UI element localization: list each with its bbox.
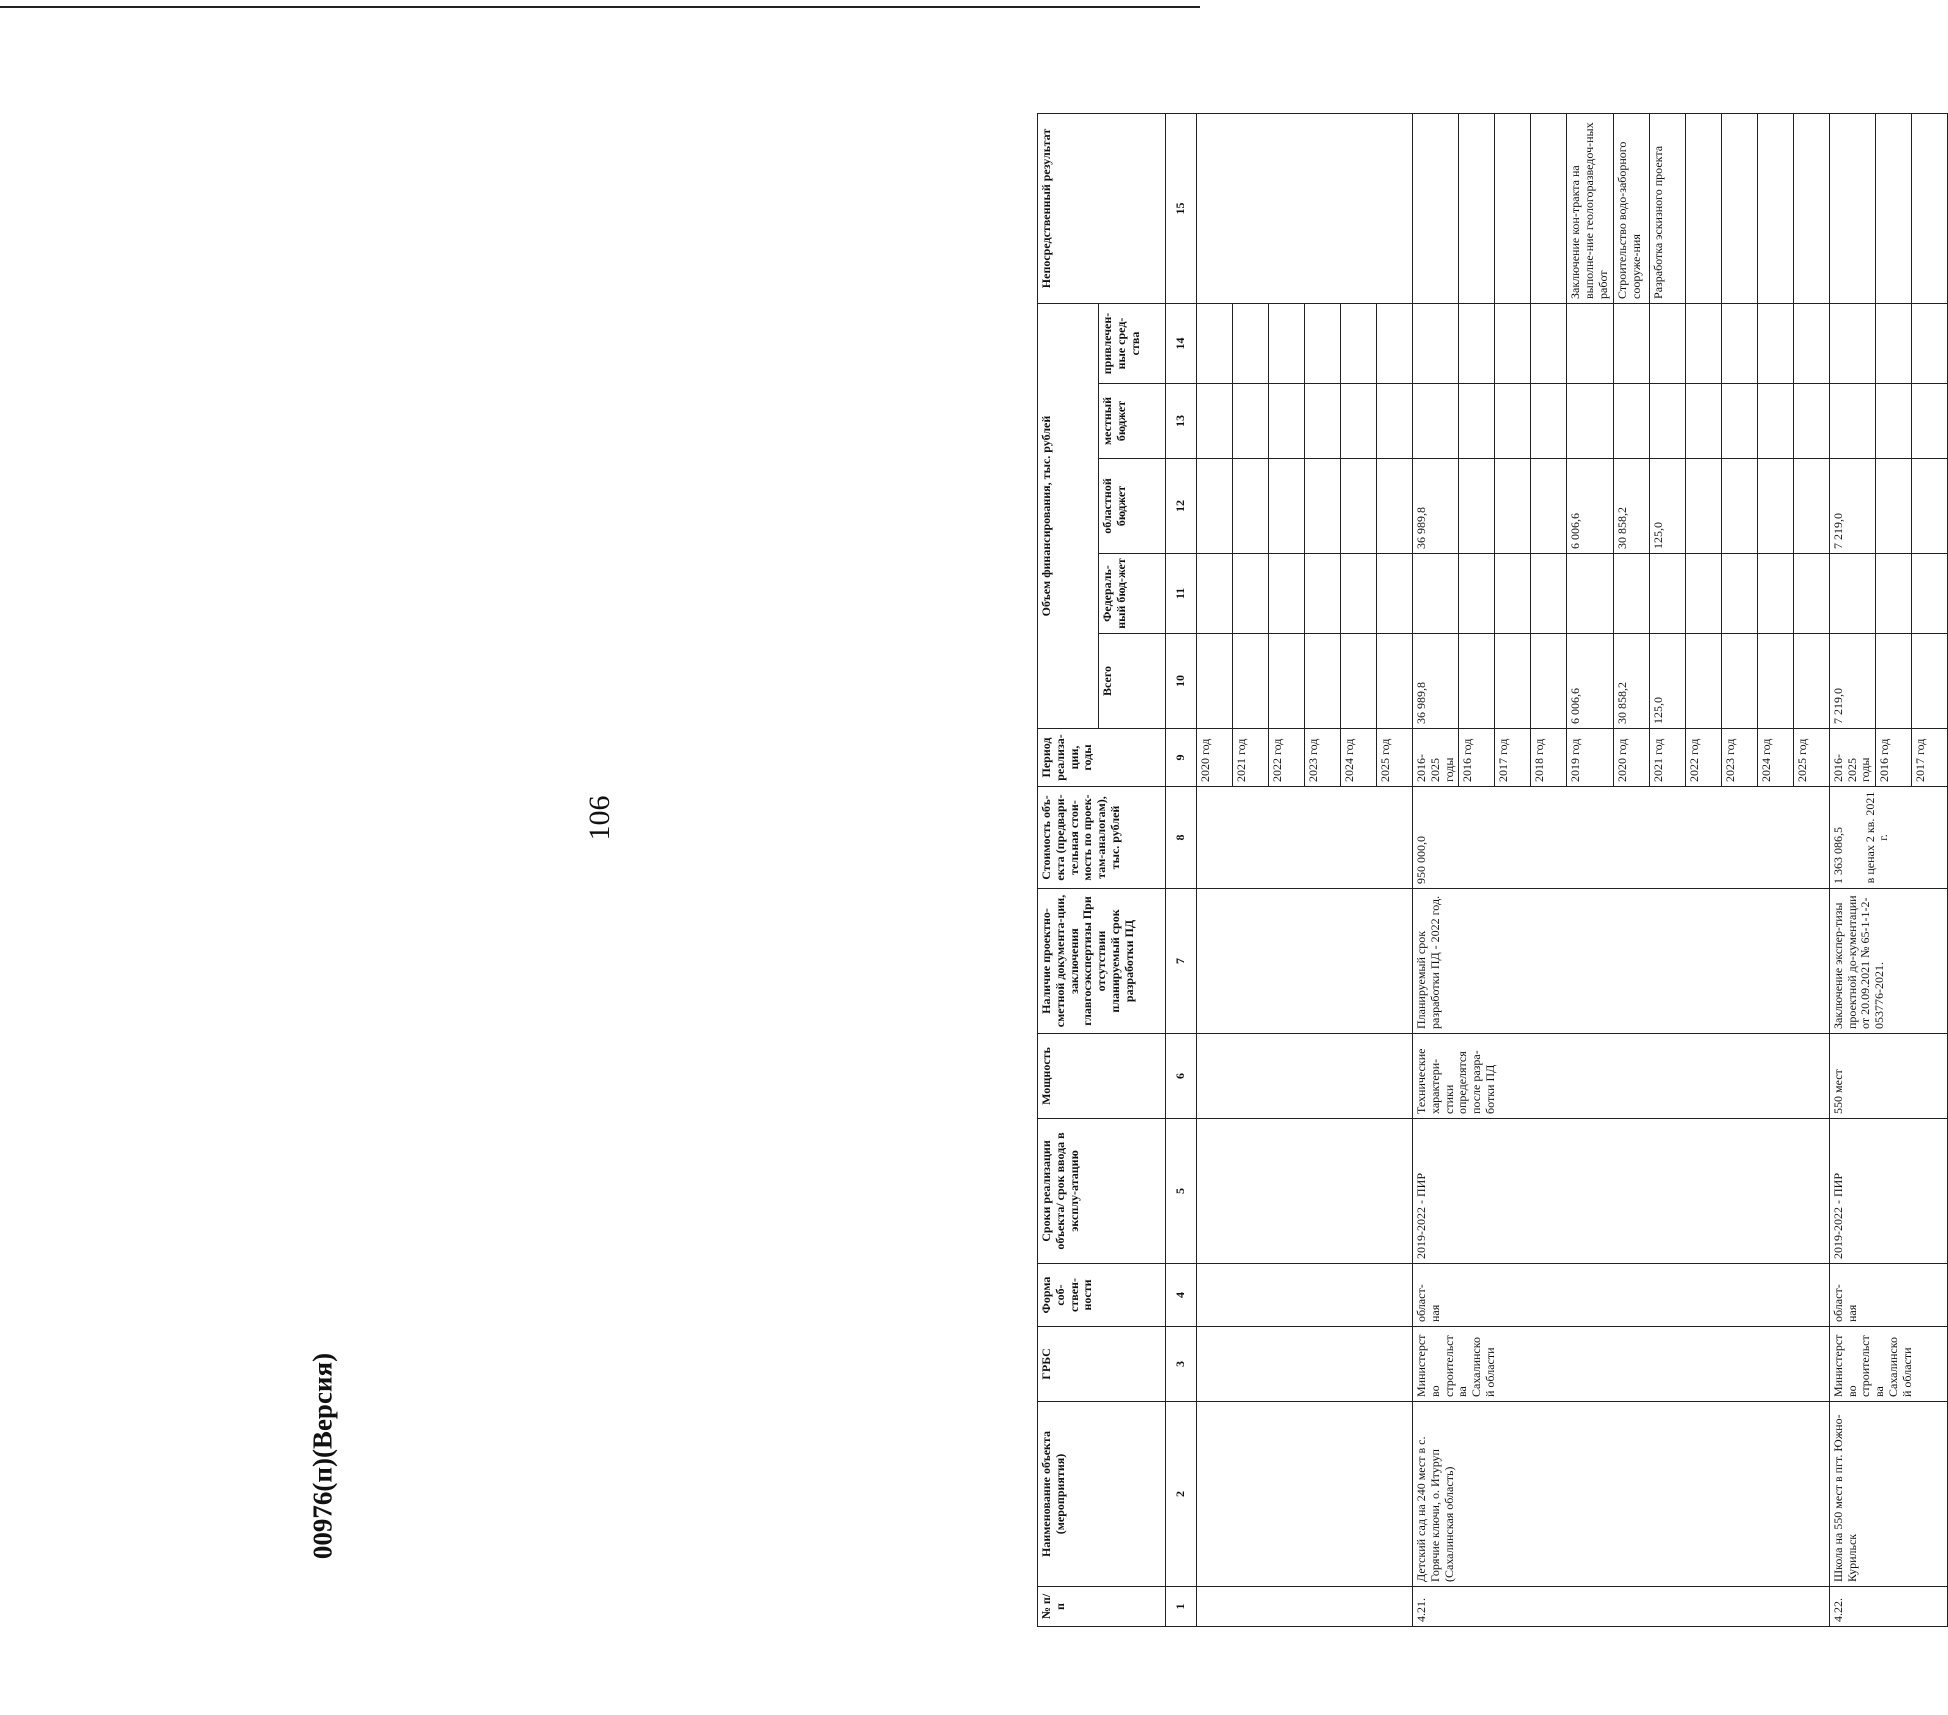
column-number: 2: [1166, 1402, 1197, 1587]
column-number: 14: [1166, 303, 1197, 383]
federal-cell: [1613, 554, 1649, 634]
period-cell: 2017 год: [1912, 729, 1948, 787]
attracted-cell: [1613, 303, 1649, 383]
attracted-cell: [1567, 303, 1613, 383]
federal-cell: [1912, 554, 1948, 634]
regional-cell: [1757, 459, 1793, 554]
period-cell: 2016 год: [1459, 729, 1495, 787]
object-cost: [1829, 787, 1947, 889]
period-cell: 2018 год: [1531, 729, 1567, 787]
period-cell: 2016-2025 годы: [1413, 729, 1459, 787]
object-ownership: област-ная: [1413, 1264, 1830, 1327]
header-period: Период реализа-ции, годы: [1038, 729, 1166, 787]
period-cell: 2023 год: [1721, 729, 1757, 787]
object-name: Детский сад на 240 мест в с. Горячие ключи, о. Итуруп (Сахалинская область): [1413, 1402, 1830, 1587]
cont-cost: [1197, 787, 1413, 889]
header-ownership: Форма соб-ствен-ности: [1038, 1264, 1166, 1327]
attracted-cell: [1876, 303, 1912, 383]
total-cell: 36 989,8: [1413, 634, 1459, 729]
table-body: [1166, 113, 1948, 1626]
header-row-1: [1038, 113, 1099, 1626]
object-terms: 2019-2022 - ПИР: [1829, 1119, 1947, 1264]
regional-cell: 36 989,8: [1413, 459, 1459, 554]
attracted-cell: [1495, 303, 1531, 383]
header-result: Непосредственный результат: [1038, 113, 1166, 303]
attracted-cell: [1459, 303, 1495, 383]
page-number: 106: [583, 795, 616, 841]
cont-terms: [1197, 1119, 1413, 1264]
column-number: 5: [1166, 1119, 1197, 1264]
period-cell: 2016 год: [1876, 729, 1912, 787]
period-cell: 2025 год: [1377, 729, 1413, 787]
header-name: Наименование объекта (мероприятия): [1038, 1402, 1166, 1587]
period-cell: 2021 год: [1649, 729, 1685, 787]
page-top-border: [0, 6, 1200, 8]
result-cell: [1459, 113, 1495, 303]
object-ownership: област-ная: [1829, 1264, 1947, 1327]
total-cell: [1685, 634, 1721, 729]
period-cell: 2025 год: [1793, 729, 1829, 787]
column-number: 8: [1166, 787, 1197, 889]
column-number: 12: [1166, 459, 1197, 554]
total-cell: [1793, 634, 1829, 729]
federal-cell: [1649, 554, 1685, 634]
period-cell: 2024 год: [1757, 729, 1793, 787]
federal-cell: [1495, 554, 1531, 634]
header-capacity: Мощность: [1038, 1034, 1166, 1119]
period-cell: 2023 год: [1305, 729, 1341, 787]
period-cell: 2022 год: [1685, 729, 1721, 787]
federal-cell: [1413, 554, 1459, 634]
local-cell: [1649, 384, 1685, 459]
attracted-cell: [1531, 303, 1567, 383]
object-capacity: Технические характери-стики определятся после разра-ботки ПД: [1413, 1034, 1830, 1119]
result-cell: [1413, 113, 1459, 303]
total-cell: [1459, 634, 1495, 729]
financing-table: [1037, 113, 1948, 1627]
result-cell: [1757, 113, 1793, 303]
cont-capacity: [1197, 1034, 1413, 1119]
total-cell: 6 006,6: [1567, 634, 1613, 729]
federal-cell: [1721, 554, 1757, 634]
header-design-docs: Наличие проектно-сметной документа-ции, заключения главгосэкспертизы При отсутствии планируемый срок разработки ПД: [1038, 889, 1166, 1034]
period-cell: 2020 год: [1197, 729, 1233, 787]
cont-name: [1197, 1402, 1413, 1587]
result-cell: [1829, 113, 1875, 303]
header-federal: Федераль-ный бюд-жет: [1099, 554, 1166, 634]
regional-cell: [1459, 459, 1495, 554]
document-code: 00976(п)(Версия): [307, 1352, 338, 1560]
header-local: местный бюджет: [1099, 384, 1166, 459]
federal-cell: [1793, 554, 1829, 634]
column-number: 7: [1166, 889, 1197, 1034]
header-attracted: привлечен-ные сред-ства: [1099, 303, 1166, 383]
result-cell: Строительство водо-заборного сооруже-ния: [1613, 113, 1649, 303]
column-number: 10: [1166, 634, 1197, 729]
regional-cell: 125,0: [1649, 459, 1685, 554]
attracted-cell: [1721, 303, 1757, 383]
total-cell: [1531, 634, 1567, 729]
local-cell: [1721, 384, 1757, 459]
period-cell: 2017 год: [1495, 729, 1531, 787]
object-grbs: Министерство строительства Сахалинской области: [1829, 1327, 1947, 1402]
period-cell: 2022 год: [1269, 729, 1305, 787]
attracted-cell: [1829, 303, 1875, 383]
regional-cell: [1685, 459, 1721, 554]
local-cell: [1613, 384, 1649, 459]
federal-cell: [1757, 554, 1793, 634]
column-number: 4: [1166, 1264, 1197, 1327]
local-cell: [1876, 384, 1912, 459]
header-financing-group: Объем финансирования, тыс. рублей: [1038, 303, 1099, 728]
column-number: 6: [1166, 1034, 1197, 1119]
rotated-table-wrapper: [1037, 114, 1928, 1627]
regional-cell: [1793, 459, 1829, 554]
result-cell: [1685, 113, 1721, 303]
result-cell: [1721, 113, 1757, 303]
result-cell: [1912, 113, 1948, 303]
total-cell: [1721, 634, 1757, 729]
cont-grbs: [1197, 1327, 1413, 1402]
object-terms: 2019-2022 - ПИР: [1413, 1119, 1830, 1264]
total-cell: 30 858,2: [1613, 634, 1649, 729]
total-cell: [1912, 634, 1948, 729]
regional-cell: [1721, 459, 1757, 554]
column-number: 1: [1166, 1587, 1197, 1627]
period-cell: 2020 год: [1613, 729, 1649, 787]
cont-ownership: [1197, 1264, 1413, 1327]
table-row: [1829, 113, 1875, 1626]
period-cell: 2024 год: [1341, 729, 1377, 787]
attracted-cell: [1413, 303, 1459, 383]
result-cell: Разработка эскизного проекта: [1649, 113, 1685, 303]
attracted-cell: [1757, 303, 1793, 383]
header-cost: Стоимость объ-екта (предвари-тельная стои-мость по проек-там-аналогам), тыс. рублей: [1038, 787, 1166, 889]
header-terms: Сроки реализации объекта/ срок ввода в эксплу-атацию: [1038, 1119, 1166, 1264]
column-number: 11: [1166, 554, 1197, 634]
federal-cell: [1685, 554, 1721, 634]
object-cost: [1413, 787, 1830, 889]
object-capacity: 550 мест: [1829, 1034, 1947, 1119]
result-cell: [1531, 113, 1567, 303]
regional-cell: 6 006,6: [1567, 459, 1613, 554]
total-cell: [1495, 634, 1531, 729]
column-number: 3: [1166, 1327, 1197, 1402]
cont-num: [1197, 1587, 1413, 1627]
column-number: 9: [1166, 729, 1197, 787]
local-cell: [1757, 384, 1793, 459]
column-number: 13: [1166, 384, 1197, 459]
total-cell: [1757, 634, 1793, 729]
total-cell: 125,0: [1649, 634, 1685, 729]
federal-cell: [1459, 554, 1495, 634]
local-cell: [1495, 384, 1531, 459]
total-cell: [1876, 634, 1912, 729]
object-cost-value: 950 000,0: [1414, 836, 1428, 884]
object-cost-note: в ценах 2 кв. 2021 г.: [1862, 791, 1891, 884]
period-cell: 2016-2025 годы: [1829, 729, 1875, 787]
object-cost-value: 1 363 086,5: [1830, 827, 1845, 884]
header-total: Всего: [1099, 634, 1166, 729]
federal-cell: [1567, 554, 1613, 634]
result-cell: [1495, 113, 1531, 303]
object-number: 4.22.: [1829, 1587, 1947, 1627]
regional-cell: [1912, 459, 1948, 554]
attracted-cell: [1649, 303, 1685, 383]
regional-cell: [1531, 459, 1567, 554]
header-grbs: ГРБС: [1038, 1327, 1166, 1402]
local-cell: [1531, 384, 1567, 459]
total-cell: 7 219,0: [1829, 634, 1875, 729]
regional-cell: 30 858,2: [1613, 459, 1649, 554]
local-cell: [1793, 384, 1829, 459]
local-cell: [1459, 384, 1495, 459]
federal-cell: [1876, 554, 1912, 634]
regional-cell: 7 219,0: [1829, 459, 1875, 554]
local-cell: [1413, 384, 1459, 459]
result-cell: [1876, 113, 1912, 303]
table-row: [1413, 113, 1459, 1626]
column-number-row: [1166, 113, 1197, 1626]
local-cell: [1829, 384, 1875, 459]
attracted-cell: [1685, 303, 1721, 383]
local-cell: [1912, 384, 1948, 459]
attracted-cell: [1793, 303, 1829, 383]
regional-cell: [1876, 459, 1912, 554]
cont-design: [1197, 889, 1413, 1034]
period-cell: 2021 год: [1233, 729, 1269, 787]
federal-cell: [1531, 554, 1567, 634]
local-cell: [1567, 384, 1613, 459]
column-number: 15: [1166, 113, 1197, 303]
header-num: № п/п: [1038, 1587, 1166, 1627]
result-cell: [1793, 113, 1829, 303]
period-cell: 2019 год: [1567, 729, 1613, 787]
federal-cell: [1829, 554, 1875, 634]
header-regional: областной бюджет: [1099, 459, 1166, 554]
object-grbs: Министерство строительства Сахалинской области: [1413, 1327, 1830, 1402]
regional-cell: [1495, 459, 1531, 554]
object-design-docs: Планируемый срок разработки ПД - 2022 год.: [1413, 889, 1830, 1034]
continuation-row: [1197, 113, 1233, 1626]
object-number: 4.21.: [1413, 1587, 1830, 1627]
cont-result: [1197, 113, 1413, 303]
object-name: Школа на 550 мест в пгт. Южно-Курильск: [1829, 1402, 1947, 1587]
attracted-cell: [1912, 303, 1948, 383]
object-design-docs: Заключение экспер-тизы проектной до-кументации от 20.09.2021 № 65-1-1-2-053776-2021.: [1829, 889, 1947, 1034]
local-cell: [1685, 384, 1721, 459]
result-cell: Заключение кон-тракта на выполне-ние геологоразведоч-ных работ: [1567, 113, 1613, 303]
